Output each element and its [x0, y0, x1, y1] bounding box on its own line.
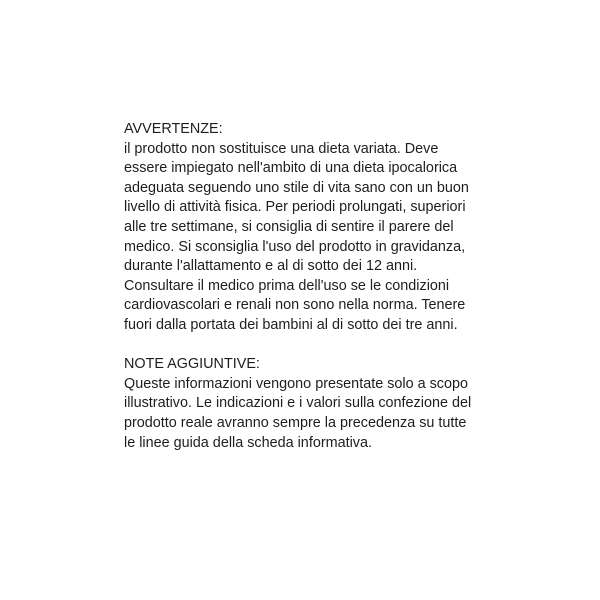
- warnings-line: durante l'allattamento e al di sotto dei 12 anni.: [124, 258, 418, 275]
- warnings-line: livello di attività fisica. Per periodi prolungati, superiori: [124, 199, 466, 216]
- warnings-line: fuori dalla portata dei bambini al di sotto dei tre anni.: [124, 316, 458, 333]
- warnings-line: adeguata seguendo uno stile di vita sano con un buon: [124, 179, 469, 196]
- notes-section: [124, 355, 480, 453]
- warnings-line: cardiovascolari e renali non sono nella norma. Tenere: [124, 297, 466, 314]
- section-spacer: [124, 336, 480, 356]
- notes-heading: NOTE AGGIUNTIVE:: [124, 356, 260, 373]
- warnings-line: essere impiegato nell'ambito di una dieta ipocalorica: [124, 160, 458, 177]
- warnings-heading: AVVERTENZE:: [124, 121, 223, 137]
- warnings-line: il prodotto non sostituisce una dieta variata. Deve: [124, 140, 439, 157]
- notes-line: illustrativo. Le indicazioni e i valori sulla confezione del: [124, 395, 472, 412]
- warnings-line: alle tre settimane, si consiglia di sentire il parere del: [124, 218, 454, 235]
- notes-line: le linee guida della scheda informativa.: [124, 434, 372, 451]
- info-text-block: [124, 120, 480, 453]
- warnings-section: [124, 120, 480, 336]
- warnings-line: Consultare il medico prima dell'uso se le condizioni: [124, 277, 450, 294]
- warnings-line: medico. Si sconsiglia l'uso del prodotto in gravidanza,: [124, 238, 466, 255]
- notes-line: prodotto reale avranno sempre la precedenza su tutte: [124, 414, 467, 431]
- notes-line: Queste informazioni vengono presentate solo a scopo: [124, 375, 468, 392]
